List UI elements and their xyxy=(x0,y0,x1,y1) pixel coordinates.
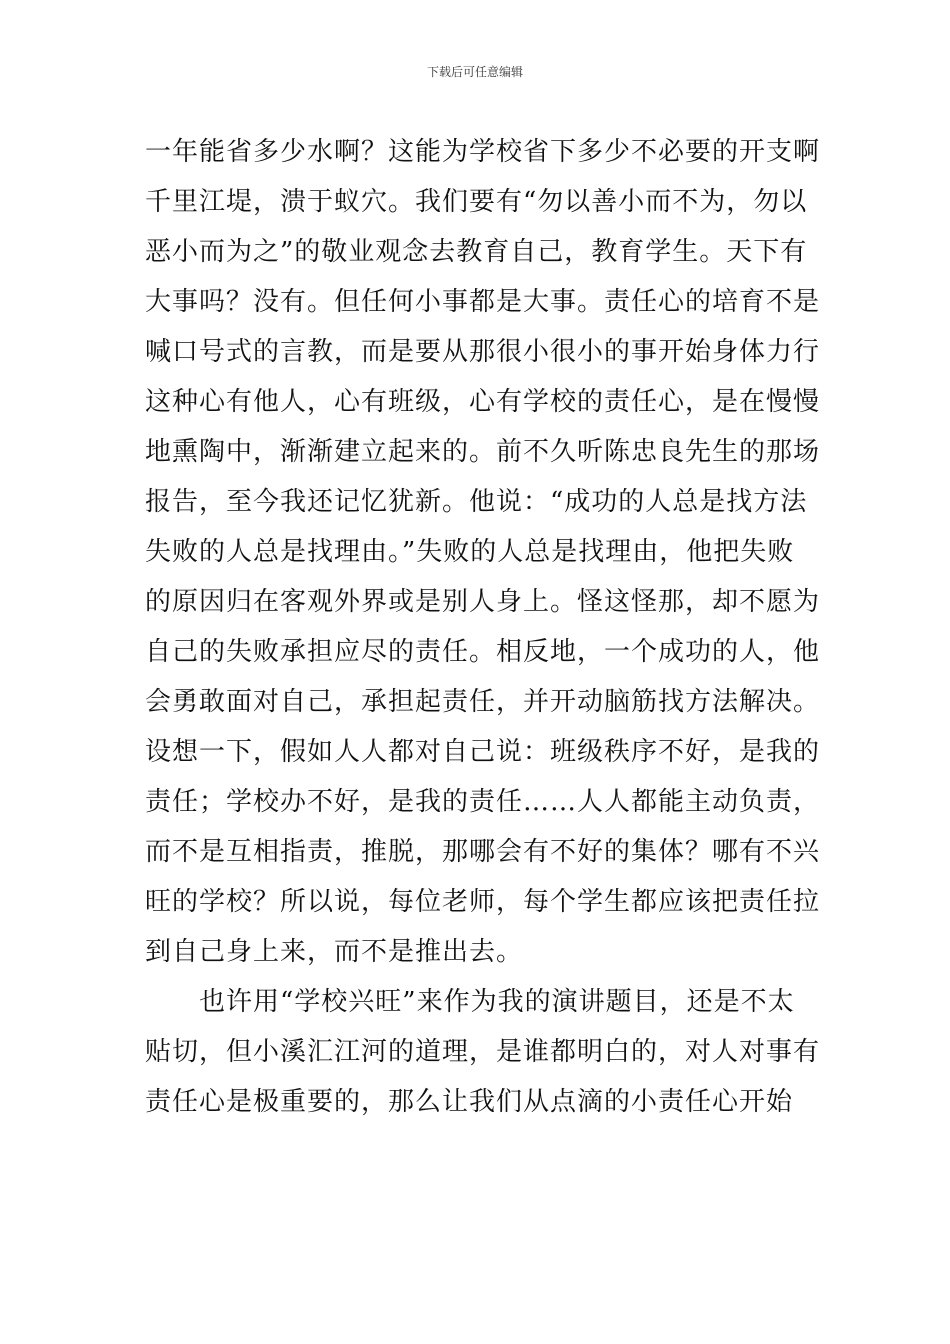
text-line: 恶小而为之”的敬业观念去教育自己，教育学生。天下有 xyxy=(145,237,808,267)
paragraph-start-line: 也许用“学校兴旺”来作为我的演讲题目，还是不太 xyxy=(145,987,795,1017)
text-line: 的原因归在客观外界或是别人身上。怪这怪那，却不愿为 xyxy=(145,587,821,617)
document-body xyxy=(145,127,821,1127)
text-line: 设想一下，假如人人都对自己说：班级秩序不好，是我的 xyxy=(145,737,821,767)
text-line: 贴切，但小溪汇江河的道理，是谁都明白的，对人对事有 xyxy=(145,1037,821,1067)
text-line: 责任心是极重要的，那么让我们从点滴的小责任心开始 xyxy=(145,1087,794,1117)
text-line: 旺的学校？所以说，每位老师，每个学生都应该把责任拉 xyxy=(145,887,821,917)
text-line: 大事吗？没有。但任何小事都是大事。责任心的培育不是 xyxy=(145,287,821,317)
text-line: 喊口号式的言教，而是要从那很小很小的事开始身体力行 xyxy=(145,337,821,367)
text-line: 会勇敢面对自己，承担起责任，并开动脑筋找方法解决。 xyxy=(145,687,821,717)
text-line: 地熏陶中，渐渐建立起来的。前不久听陈忠良先生的那场 xyxy=(145,437,821,467)
text-line: 这种心有他人，心有班级，心有学校的责任心，是在慢慢 xyxy=(145,387,821,417)
page-header: 下载后可任意编辑 xyxy=(426,65,523,79)
text-line: 到自己身上来，而不是推出去。 xyxy=(145,937,524,967)
text-line: 自己的失败承担应尽的责任。相反地，一个成功的人，他 xyxy=(145,637,821,667)
text-line: 而不是互相指责，推脱，那哪会有不好的集体？哪有不兴 xyxy=(145,837,821,867)
text-line: 责任；学校办不好，是我的责任……人人都能主动负责， xyxy=(145,787,821,817)
text-line: 报告，至今我还记忆犹新。他说：“成功的人总是找方法 xyxy=(145,487,808,517)
text-line: 一年能省多少水啊？这能为学校省下多少不必要的开支啊 xyxy=(145,137,821,167)
text-line: 千里江堤，溃于蚁穴。我们要有“勿以善小而不为，勿以 xyxy=(145,187,808,217)
text-line: 失败的人总是找理由。”失败的人总是找理由，他把失败 xyxy=(145,537,795,567)
